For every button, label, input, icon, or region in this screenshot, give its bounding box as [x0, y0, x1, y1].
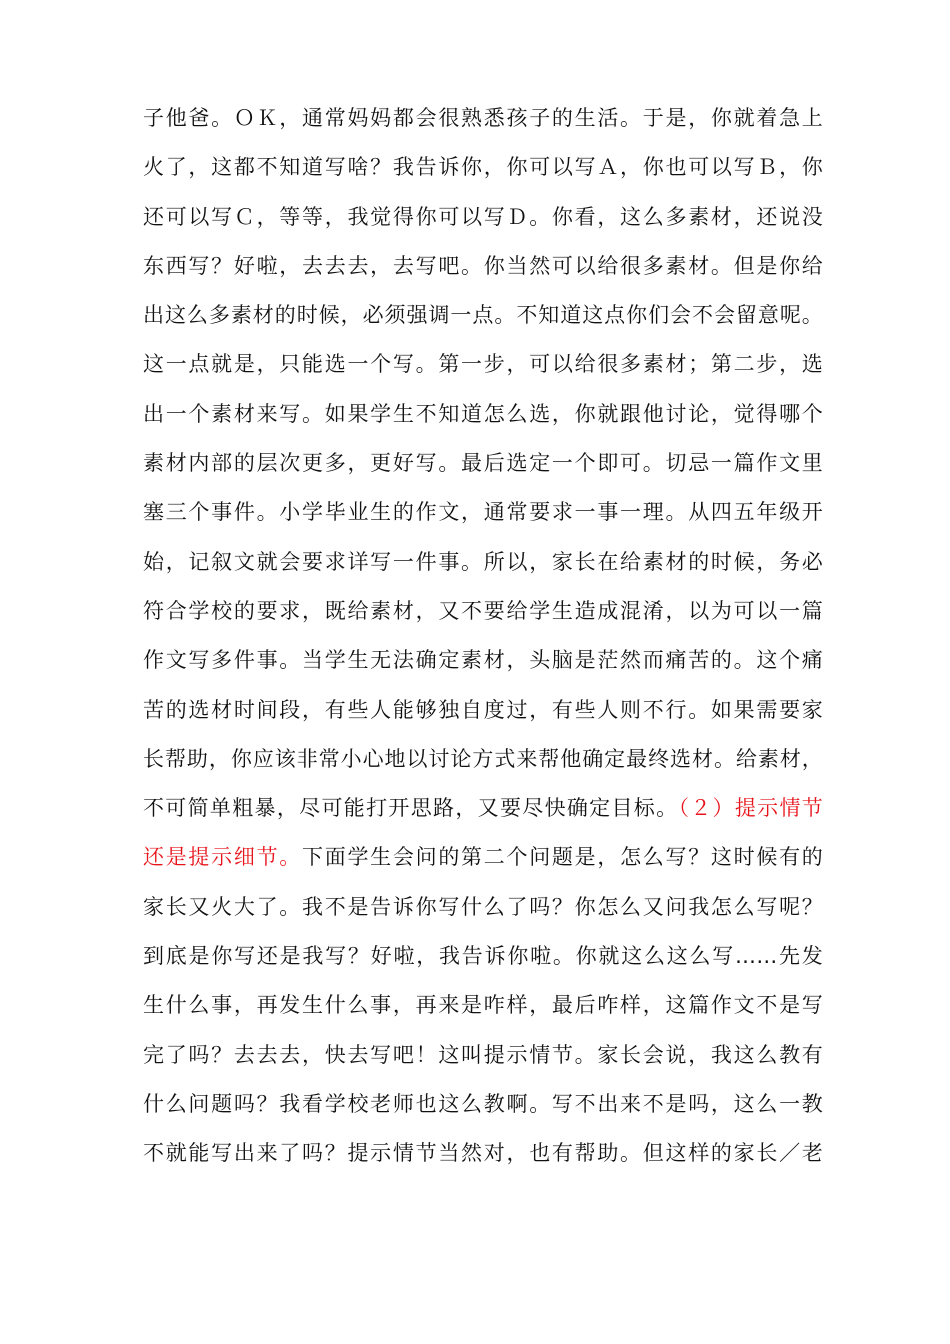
text-line: 作文写多件事。当学生无法确定素材，头脑是茫然而痛苦的。这个痛	[143, 648, 823, 673]
text-line: 东西写？好啦，去去去，去写吧。你当然可以给很多素材。但是你给	[143, 253, 823, 278]
text-line: 始，记叙文就会要求详写一件事。所以，家长在给素材的时候，务必	[143, 549, 823, 574]
text-line: 火了，这都不知道写啥？我告诉你，你可以写Ａ，你也可以写Ｂ，你	[143, 155, 823, 180]
line-text: 不可简单粗暴，尽可能打开思路，又要尽快确定目标。	[143, 796, 679, 821]
text-line: 到底是你写还是我写？好啦，我告诉你啦。你就这么这么写……先发	[143, 944, 823, 969]
text-line: 还可以写Ｃ，等等，我觉得你可以写Ｄ。你看，这么多素材，还说没	[143, 204, 823, 229]
text-line: 素材内部的层次更多，更好写。最后选定一个即可。切忌一篇作文里	[143, 451, 823, 476]
text-line: 塞三个事件。小学毕业生的作文，通常要求一事一理。从四五年级开	[143, 500, 823, 525]
text-line: 家长又火大了。我不是告诉你写什么了吗？你怎么又问我怎么写呢？	[143, 894, 823, 919]
text-line: 出这么多素材的时候，必须强调一点。不知道这点你们会不会留意呢。	[143, 303, 823, 328]
text-line: 这一点就是，只能选一个写。第一步，可以给很多素材；第二步，选	[143, 352, 823, 377]
section-heading-part-1: （２）提示情节	[678, 796, 823, 821]
text-line	[143, 836, 823, 885]
text-line	[143, 787, 823, 836]
text-line: 长帮助，你应该非常小心地以讨论方式来帮他确定最终选材。给素材，	[143, 746, 823, 771]
text-line: 苦的选材时间段，有些人能够独自度过，有些人则不行。如果需要家	[143, 697, 823, 722]
text-line: 什么问题吗？我看学校老师也这么教啊。写不出来不是吗，这么一教	[143, 1091, 823, 1116]
text-line: 完了吗？去去去，快去写吧！这叫提示情节。家长会说，我这么教有	[143, 1042, 823, 1067]
body-text	[143, 97, 823, 1182]
line-text: 下面学生会问的第二个问题是，怎么写？这时候有的	[302, 845, 823, 870]
text-line: 符合学校的要求，既给素材，又不要给学生造成混淆，以为可以一篇	[143, 598, 823, 623]
text-line: 不就能写出来了吗？提示情节当然对，也有帮助。但这样的家长／老	[143, 1141, 823, 1166]
text-line: 出一个素材来写。如果学生不知道怎么选，你就跟他讨论，觉得哪个	[143, 401, 823, 426]
text-line: 子他爸。ＯＫ，通常妈妈都会很熟悉孩子的生活。于是，你就着急上	[143, 106, 823, 130]
text-line: 生什么事，再发生什么事，再来是咋样，最后咋样，这篇作文不是写	[143, 993, 823, 1018]
section-heading-part-2: 还是提示细节。	[143, 845, 303, 870]
